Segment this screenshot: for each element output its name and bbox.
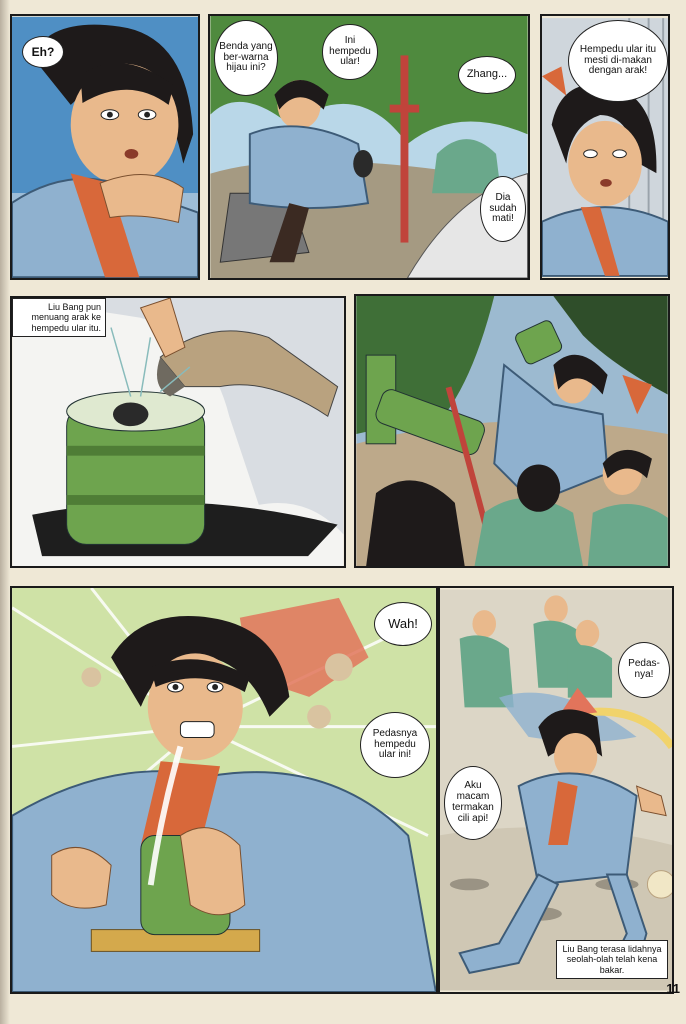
caption-box: Liu Bang terasa lidahnya seolah-olah telah kena bakar.	[556, 940, 668, 979]
panel-1	[10, 14, 200, 280]
page-number: 11	[666, 981, 680, 996]
caption-box: Liu Bang pun menuang arak ke hempedu ular itu.	[12, 298, 106, 337]
panel-5	[354, 294, 670, 568]
speech-bubble: Wah!	[374, 602, 432, 646]
panel-3	[540, 14, 670, 280]
panel-5-art	[356, 296, 668, 566]
speech-bubble: Hempedu ular itu mesti di-makan dengan arak!	[568, 20, 668, 102]
panel-4	[10, 296, 346, 568]
speech-bubble: Pedas-nya!	[618, 642, 670, 698]
speech-bubble: Pedasnya hempedu ular ini!	[360, 712, 430, 778]
speech-bubble: Ini hempedu ular!	[322, 24, 378, 80]
panel-6-art	[12, 588, 436, 992]
panel-2	[208, 14, 530, 280]
speech-bubble: Aku macam termakan cili api!	[444, 766, 502, 840]
speech-bubble: Eh?	[22, 36, 64, 68]
panel-6	[10, 586, 438, 994]
page-spine	[0, 0, 10, 1024]
speech-bubble: Benda yang ber-warna hijau ini?	[214, 20, 278, 96]
speech-bubble: Dia sudah mati!	[480, 176, 526, 242]
panel-7	[438, 586, 674, 994]
speech-bubble: Zhang...	[458, 56, 516, 94]
panel-4-art	[12, 298, 344, 566]
